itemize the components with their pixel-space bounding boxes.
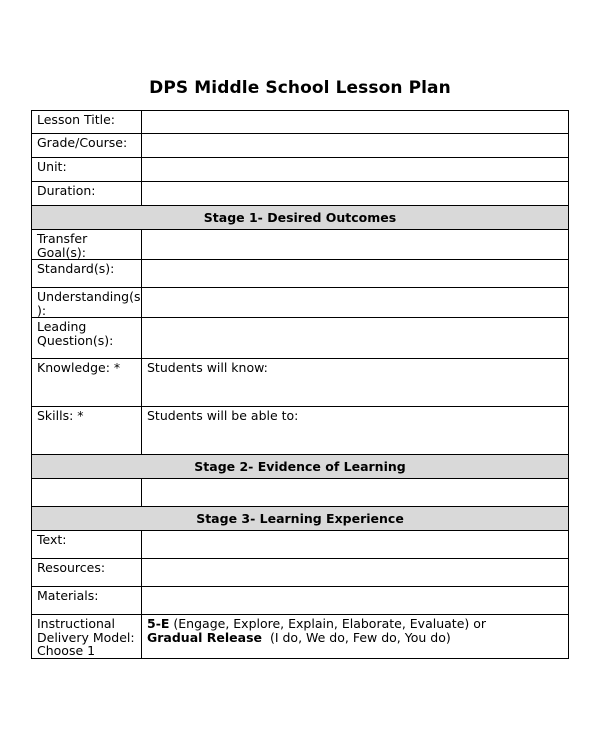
row-label-leading-questions: Leading Question(s): (32, 318, 142, 359)
table-row (32, 407, 569, 455)
table-row (32, 318, 569, 359)
evidence-label-cell (32, 479, 142, 507)
standards-field[interactable] (142, 260, 569, 288)
text-field[interactable] (142, 531, 569, 559)
row-label-skills: Skills: * (32, 407, 142, 455)
stage-header-row (32, 206, 569, 230)
row-label-lesson-title: Lesson Title: (32, 111, 142, 134)
table-row (32, 182, 569, 206)
table-row (32, 288, 569, 318)
lesson-title-field[interactable] (142, 111, 569, 134)
row-label-transfer-goals: Transfer Goal(s): (32, 230, 142, 260)
table-row (32, 479, 569, 507)
stage2-header: Stage 2- Evidence of Learning (32, 455, 569, 479)
transfer-goals-field[interactable] (142, 230, 569, 260)
table-row (32, 230, 569, 260)
duration-field[interactable] (142, 182, 569, 206)
model-option-gradual-release (147, 631, 563, 645)
materials-field[interactable] (142, 587, 569, 615)
skills-field[interactable]: Students will be able to: (142, 407, 569, 455)
page-title: DPS Middle School Lesson Plan (149, 78, 451, 98)
table-row (32, 615, 569, 659)
instructional-model-field[interactable] (142, 615, 569, 659)
stage1-header: Stage 1- Desired Outcomes (32, 206, 569, 230)
row-label-knowledge: Knowledge: * (32, 359, 142, 407)
row-label-unit: Unit: (32, 158, 142, 182)
row-label-instructional-model: Instructional Delivery Model: Choose 1 (32, 615, 142, 659)
model-5e-name: 5-E (147, 616, 170, 631)
row-label-duration: Duration: (32, 182, 142, 206)
table-row (32, 134, 569, 158)
row-label-standards: Standard(s): (32, 260, 142, 288)
leading-questions-field[interactable] (142, 318, 569, 359)
stage3-header: Stage 3- Learning Experience (32, 507, 569, 531)
model-gr-name: Gradual Release (147, 629, 262, 645)
table-row (32, 260, 569, 288)
row-label-understandings: Understanding(s ): (32, 288, 142, 318)
row-label-materials: Materials: (32, 587, 142, 615)
row-label-grade-course: Grade/Course: (32, 134, 142, 158)
row-label-resources: Resources: (32, 559, 142, 587)
table-row (32, 531, 569, 559)
grade-course-field[interactable] (142, 134, 569, 158)
stage-header-row (32, 455, 569, 479)
table-row (32, 587, 569, 615)
resources-field[interactable] (142, 559, 569, 587)
table-row (32, 359, 569, 407)
model-5e-description: (Engage, Explore, Explain, Elaborate, Evaluate) or (169, 616, 487, 631)
model-option-5e (147, 617, 563, 631)
table-row (32, 111, 569, 134)
evidence-field[interactable] (142, 479, 569, 507)
table-row (32, 158, 569, 182)
unit-field[interactable] (142, 158, 569, 182)
table-row (32, 559, 569, 587)
model-gr-description: (I do, We do, Few do, You do) (262, 629, 451, 645)
row-label-text: Text: (32, 531, 142, 559)
lesson-plan-table (31, 110, 569, 659)
stage-header-row (32, 507, 569, 531)
knowledge-field[interactable]: Students will know: (142, 359, 569, 407)
understandings-field[interactable] (142, 288, 569, 318)
